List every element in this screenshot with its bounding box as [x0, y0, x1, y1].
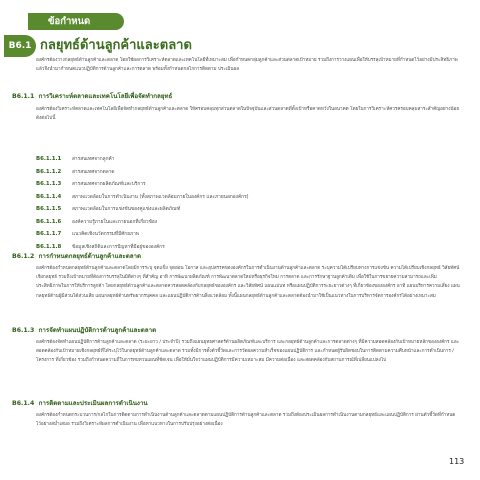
item-text: แนวคิดเชิงนวัตกรรมที่มีศักยภาพ	[72, 232, 140, 238]
list-item	[36, 191, 456, 204]
subsection-number: B6.1.1	[12, 93, 35, 100]
item-number: B6.1.1.4	[36, 193, 62, 200]
subsection-number: B6.1.2	[12, 253, 35, 260]
subsection-b611-body: องค์กรต้องวิเคราะห์ตลาดและเทคโนโลยีเพื่อจัดทำกลยุทธ์ด้านลูกค้าและตลาด ให้ครอบคลุมทุกส่วนตลาดในปัจจุบันและส่วนตลาดที่ตั้งเป้าหรือคาดหวังในอนาคต โดยในการวิเคราะห์ควรครอบคลุมสาระสำคัญอย่างน้อย ดังต่อไปนี้	[36, 107, 460, 122]
item-number: B6.1.1.7	[36, 231, 62, 238]
subsection-title: การวิเคราะห์ตลาดและเทคโนโลยีเพื่อจัดทำกลยุทธ์	[38, 93, 173, 100]
item-text: สภาพแวดล้อมในการแข่งขันของคู่แข่งและผลิตภัณฑ์	[72, 207, 181, 213]
list-item	[36, 166, 456, 179]
subsection-number: B6.1.4	[12, 400, 35, 407]
item-text: ข้อมูลเชิงสถิติและการปัญหาที่มีอยู่ขององค์กร	[72, 244, 165, 250]
item-number: B6.1.1.1	[36, 156, 62, 163]
section-number-badge: B6.1	[4, 35, 36, 57]
item-text: สารสนเทศจากตลาด	[72, 169, 115, 175]
subsection-b614-body: องค์กรต้องกำหนดกระบวนการ/กลไกในการติดตามการดำเนินงานด้านลูกค้าและตลาดตามแผนปฏิบัติการด้านลูกค้าและตลาด รวมถึงต้องประเมินผลการดำเนินงานตามกลยุทธ์และแผนปฏิบัติการ ผ่านตัวชี้วัดที่กำหนดไว้อย่างสม่ำเสมอ รวมถึงวิเคราะห์ผลการดำเนินงาน เพื่อหาแนวทางในการปรับปรุงอย่างต่อเนื่อง	[36, 413, 456, 428]
item-number: B6.1.1.8	[36, 243, 62, 250]
subsection-title: การติดตามและประเมินผลการดำเนินงาน	[38, 400, 148, 407]
page-number: 113	[449, 457, 465, 466]
intro-paragraph: องค์กรต้องวางกลยุทธ์ด้านลูกค้าและตลาด โดยใช้ผลการวิเคราะห์ตลาดและเทคโนโลยีที่เหมาะสม เพื่อกำหนดกลุ่มลูกค้าและส่วนตลาดเป้าหมาย รวมถึงการวางแผนเพื่อให้บรรลุเป้าหมายที่กำหนดไว้อย่างมีประสิทธิภาพ แล้วจึงนำมากำหนดแนวปฏิบัติการด้านลูกค้าและการตลาด พร้อมทั้งกำหนดกลไกการติดตาม ประเมินผล	[36, 58, 458, 73]
list-item	[36, 153, 456, 166]
subsection-b614-heading	[12, 399, 148, 408]
list-item	[36, 203, 456, 216]
section-title: กลยุทธ์ด้านลูกค้าและตลาด	[40, 38, 192, 53]
list-item	[36, 216, 456, 229]
subsection-title: การกำหนดกลยุทธ์ด้านลูกค้าและตลาด	[38, 253, 142, 260]
item-number: B6.1.1.5	[36, 206, 62, 213]
item-number: B6.1.1.6	[36, 218, 62, 225]
list-item	[36, 228, 456, 241]
b611-item-list	[36, 153, 456, 253]
item-text: สารสนเทศจากลูกค้า	[72, 157, 115, 163]
subsection-b613-heading	[12, 326, 156, 335]
list-item	[36, 178, 456, 191]
item-text: องค์ความรู้ภายในและภายนอกที่เกี่ยวข้อง	[72, 219, 158, 225]
subsection-number: B6.1.3	[12, 327, 35, 334]
item-number: B6.1.1.2	[36, 168, 62, 175]
subsection-b613-body: องค์กรต้องจัดทำแผนปฏิบัติการด้านลูกค้าและตลาด (ระยะยาว / ประจำปี) รวมถึงแผนยุทธศาสตร์ด้านผลิตภัณฑ์และบริการ และกลยุทธ์ด้านลูกค้าและการตลาดต่างๆ ที่มีความสอดคล้องกับเป้าหมายหลักขององค์กร และสอดคล้องกับเป้าหมายเชิงกลยุทธ์ที่ได้ระบุไว้ในกลยุทธ์ด้านลูกค้าและตลาด รวมทั้งมีการตั้งตัวชี้วัดและการวัดผลความสำเร็จของแผนปฏิบัติการ และกำหนดผู้รับผิดชอบในการติดตามความคืบหน้าและการดำเนินการ / โครงการ ที่เกี่ยวข้อง รวมถึงกำหนดความถี่ในการทบทวนแผนที่ชัดเจน เพื่อให้มั่นใจว่าแผนปฏิบัติการมีความเหมาะสม มีความต่อเนื่อง และสอดคล้องกับสถานการณ์ที่เปลี่ยนแปลงไป	[36, 340, 460, 364]
item-text: สารสนเทศจากผลิตภัณฑ์และบริการ	[72, 182, 146, 188]
section-tag: ข้อกำหนด	[28, 13, 124, 30]
subsection-b611-heading	[12, 92, 172, 101]
item-number: B6.1.1.3	[36, 181, 62, 188]
subsection-title: การจัดทำแผนปฏิบัติการด้านลูกค้าและตลาด	[38, 327, 157, 334]
subsection-b612-heading	[12, 252, 141, 261]
item-text: สภาพแวดล้อมในการดำเนินงาน (ทั้งสภาพแวดล้อมภายในองค์กร และภายนอกองค์กร)	[72, 194, 249, 200]
subsection-b612-body: องค์กรต้องกำหนดกลยุทธ์ด้านลูกค้าและตลาดโดยมีการระบุ จุดแข็ง จุดอ่อน โอกาส และอุปสรรคขององค์กรในการดำเนินงานด้านลูกค้าและตลาด ระบุความได้เปรียบทางการแข่งขัน ความได้เปรียบเชิงกลยุทธ์ วิสัยทัศน์เชิงกลยุทธ์ รวมถึงเป้าหมายที่ต้องการบรรลุในมิติต่างๆ ที่สำคัญ อาทิ การพัฒนาผลิตภัณฑ์ การพัฒนาตลาดใหม่หรือธุรกิจใหม่ การตลาด และการรักษาฐานลูกค้าเดิม เพื่อใช้ในการขยายความสามารถและเพิ่มประสิทธิภาพในการให้บริการลูกค้า โดยกลยุทธ์ด้านลูกค้าและตลาดควรสอดคล้องกับกลยุทธ์ขององค์กร และวิสัยทัศน์ แผนแม่บท หรือแผนปฏิบัติการระยะยาวต่างๆ ที่เกี่ยวข้องขององค์กร อาทิ แผนบริหารความเสี่ยง แผนกลยุทธ์ด้านผู้มีส่วนได้ส่วนเสีย แผนกลยุทธ์ด้านทรัพยากรบุคคล และแผนปฏิบัติการด้านสิ่งแวดล้อม ทั้งนี้แผนกลยุทธ์ด้านลูกค้าและตลาดต้องนำมาใช้เป็นแนวทางในการบริหารจัดการองค์กรได้อย่างเหมาะสม	[36, 266, 460, 299]
